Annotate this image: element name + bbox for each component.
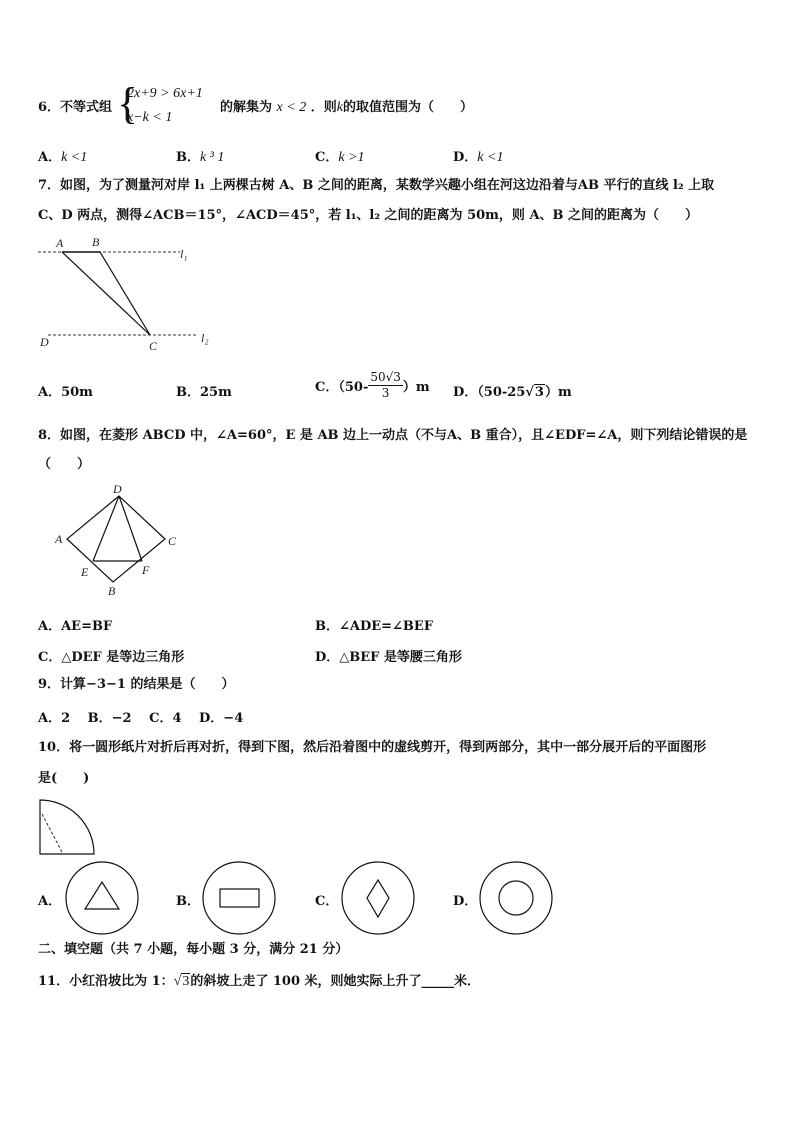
q10-line1: 10．将一圆形纸片对折后再对折，得到下图，然后沿着图中的虚线剪开，得到两部分，其中一部分展开后的平面图形: [38, 740, 707, 755]
q10-option-d-outer-circle: [480, 862, 552, 934]
q8-option-a[interactable]: A．AE=BF: [38, 619, 113, 634]
q9-options[interactable]: A．2 B．−2 C．4 D．−4: [38, 711, 244, 726]
q7-option-b[interactable]: B．25m: [176, 385, 232, 400]
q10-option-d-label[interactable]: D．: [453, 894, 478, 909]
q8-label-a: A: [55, 532, 63, 546]
q7-option-d[interactable]: D．（50-25√3）m: [453, 385, 572, 400]
q10-option-c-circle: [342, 862, 414, 934]
q8-option-c[interactable]: C．△DEF 是等边三角形: [38, 650, 185, 665]
q8-segment-df: [119, 496, 142, 561]
q6-ineq-line2: x−k < 1: [127, 110, 173, 125]
q6-option-b[interactable]: B．k ³ 1: [176, 150, 225, 165]
q10-option-c-rhombus: [367, 880, 389, 917]
q10-option-a-label[interactable]: A．: [38, 894, 62, 909]
q7-option-a[interactable]: A．50m: [38, 385, 93, 400]
q7-line2: C、D 两点，测得∠ACB＝15°，∠ACD＝45°，若 l₁、l₂ 之间的距离为 50m，则 A、B 之间的距离为（ ）: [38, 208, 699, 223]
q10-option-d-figure[interactable]: [478, 860, 554, 936]
q11-text: 11．小红沿坡比为 1：√3的斜坡上走了 100 米，则她实际上升了_____米．: [38, 974, 481, 989]
q10-line2: 是( ): [38, 771, 90, 786]
q7-line1: 7．如图，为了测量河对岸 l₁ 上两棵古树 A、B 之间的距离，某数学兴趣小组在河这边沿着与AB 平行的直线 l₂ 上取: [38, 178, 715, 193]
q10-option-a-circle: [66, 862, 138, 934]
q6-option-c[interactable]: C．k >1: [315, 150, 365, 165]
q10-option-a-triangle: [85, 882, 119, 909]
q7-option-c-fraction: $\frac{50√3}{3}$: [370, 370, 401, 400]
q10-folded-figure: [36, 796, 98, 856]
q6-text: [220, 100, 473, 116]
q6-k: k: [336, 100, 343, 115]
q10-option-c-figure[interactable]: [340, 860, 416, 936]
q6-ineq-line1: 2x+9 > 6x+1: [127, 86, 203, 101]
q6-cond: x < 2: [276, 100, 307, 115]
q6-option-a[interactable]: A．k <1: [38, 150, 88, 165]
q8-line1: 8．如图，在菱形 ABCD 中，∠A=60°，E 是 AB 边上一动点（不与A、B 重合），且∠EDF=∠A，则下列结论错误的是: [38, 428, 748, 443]
q10-option-b-label[interactable]: B．: [176, 894, 200, 909]
q8-segment-de: [93, 496, 119, 561]
q7-label-l1: l₁: [180, 247, 188, 261]
q8-option-b[interactable]: B．∠ADE=∠BEF: [315, 619, 434, 634]
q7-label-l2: l₂: [201, 331, 209, 345]
q7-option-c[interactable]: C．（50- $\frac{50√3}{3}$ ）m: [315, 370, 430, 400]
q10-option-c-label[interactable]: C．: [315, 894, 339, 909]
q6-mid: 的解集为: [220, 100, 273, 115]
q10-cut-line: [42, 814, 62, 852]
q6-suffix: 的取值范围为（ ）: [342, 100, 473, 115]
q10-quarter-circle: [40, 800, 94, 854]
q7-segment-ac: [62, 252, 150, 335]
q10-option-b-rectangle: [220, 889, 259, 907]
q7-label-c: C: [149, 339, 158, 353]
q6-mid2: ．则: [310, 100, 337, 115]
q7-figure: [30, 232, 230, 356]
q8-label-d: D: [113, 482, 122, 496]
q8-label-c: C: [168, 534, 177, 548]
q7-segment-bc: [100, 252, 150, 335]
q6-prefix: 6．不等式组: [38, 100, 113, 115]
q10-option-d-inner-circle: [499, 881, 533, 915]
q7-label-a: A: [56, 236, 64, 250]
q7-label-b: B: [92, 235, 100, 249]
q10-option-b-circle: [203, 862, 275, 934]
section-2-heading: 二、填空题（共 7 小题，每小题 3 分，满分 21 分）: [38, 942, 349, 957]
q8-label-b: B: [108, 584, 116, 598]
q6-brace: {: [117, 79, 139, 128]
q6-option-d[interactable]: D．k <1: [453, 150, 504, 165]
q8-label-f: F: [142, 563, 150, 577]
q9-text: 9．计算−3−1 的结果是（ ）: [38, 677, 235, 692]
q8-line2: （ ）: [38, 457, 91, 472]
q8-label-e: E: [81, 565, 89, 579]
q8-option-d[interactable]: D．△BEF 是等腰三角形: [315, 650, 462, 665]
q10-option-a-figure[interactable]: [64, 860, 140, 936]
q8-figure: [50, 482, 182, 600]
q10-option-b-figure[interactable]: [201, 860, 277, 936]
q7-label-d: D: [40, 335, 49, 349]
